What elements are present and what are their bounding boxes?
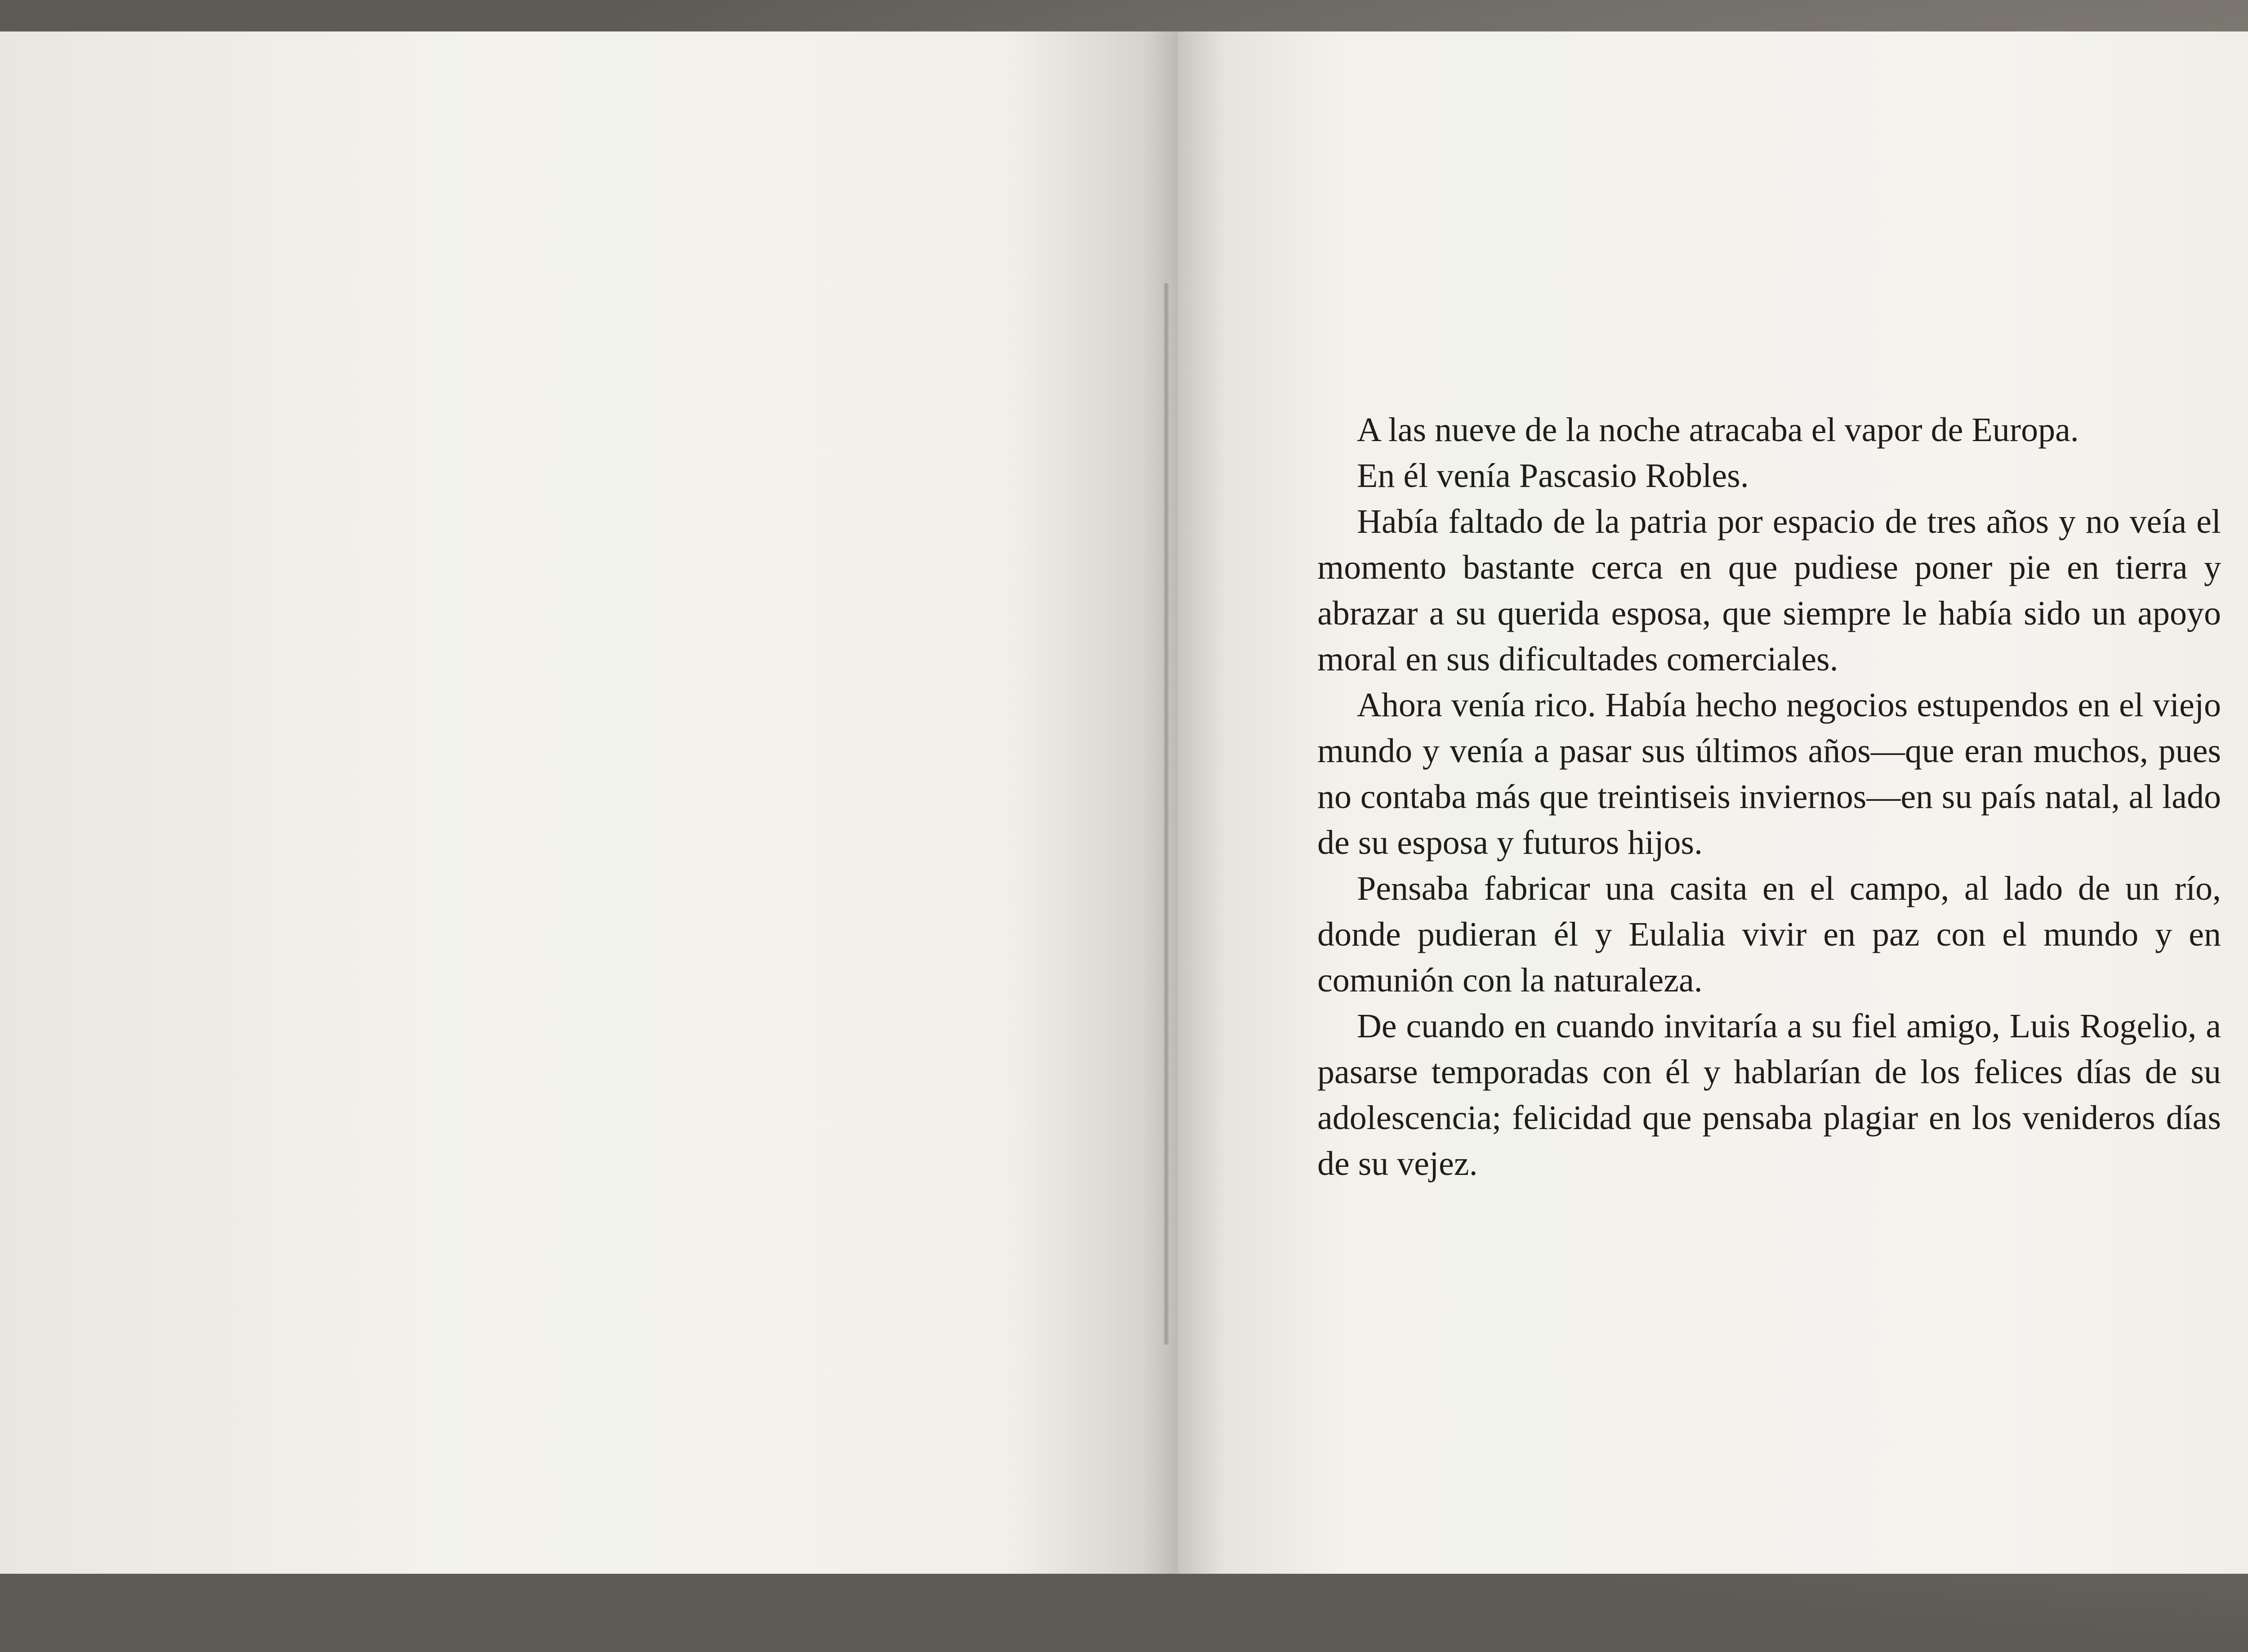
paragraph: Pensaba fabricar una casita en el campo, al lado de un río, donde pudieran él y Eulalia vivir en paz con el mundo y en comunión con la naturaleza.	[1317, 870, 2221, 999]
left-page-blank	[0, 31, 1178, 1574]
binding-thread	[1164, 283, 1169, 1344]
paragraph: En él venía Pascasio Robles.	[1357, 457, 1749, 495]
page-text	[1317, 407, 2221, 1187]
paragraph: De cuando en cuando invitaría a su fiel amigo, Luis Rogelio, a pasarse temporadas con él y hablarían de los felices días de su adolescencia; felicidad que pensaba plagiar en los venideros días de su vejez.	[1317, 1007, 2221, 1183]
paragraph: A las nueve de la noche atracaba el vapor de Europa.	[1357, 411, 2079, 449]
paragraph: Había faltado de la patria por espacio de tres años y no veía el momento bastante cerca en que pudiese poner pie en tierra y abrazar a su querida esposa, que siempre le había sido un apoyo moral en sus dificultades comerciales.	[1317, 503, 2221, 678]
paragraph: Ahora venía rico. Había hecho negocios estupendos en el viejo mundo y venía a pasar sus últimos años—que eran muchos, pues no contaba más que treintiseis inviernos—en su país natal, al lado de su esposa y futuros hijos.	[1317, 686, 2221, 862]
